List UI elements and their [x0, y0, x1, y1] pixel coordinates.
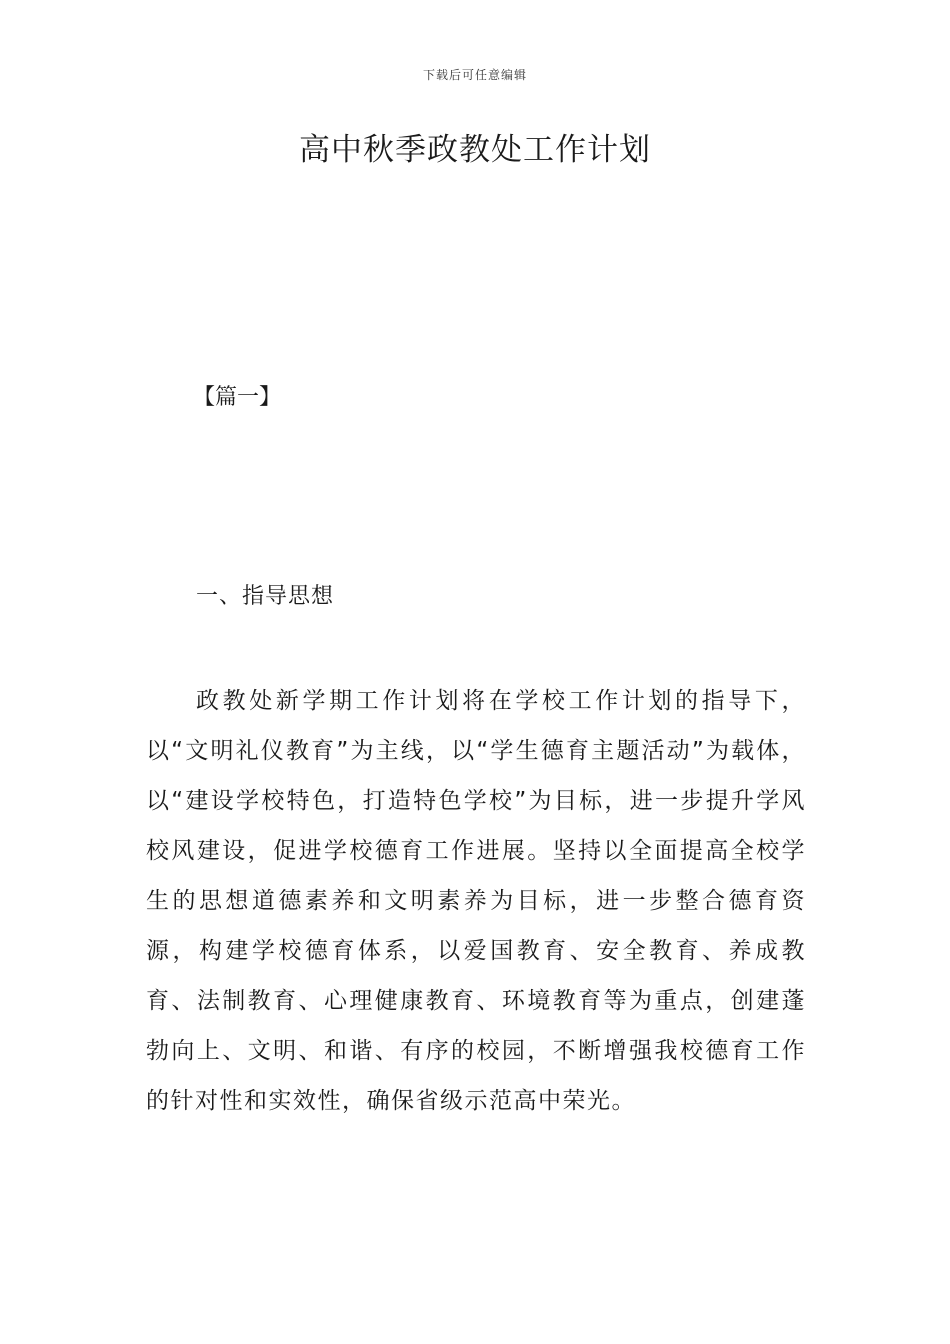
section-heading: 一、指导思想: [196, 584, 335, 609]
section-label: 【篇一】: [193, 385, 282, 410]
document-title: 高中秋季政教处工作计划: [299, 132, 651, 168]
body-paragraph: 政教处新学期工作计划将在学校工作计划的指导下，以“文明礼仪教育”为主线，以“学生德育主题活动”为载体，以“建设学校特色，打造特色学校”为目标，进一步提升学风校风建设，促进学校德育工作进展。坚持以全面提高全校学生的思想道德素养和文明素养为目标，进一步整合德育资源，构建学校德育体系，以爱国教育、安全教育、养成教育、法制教育、心理健康教育、环境教育等为重点，创建蓬勃向上、文明、和谐、有序的校园，不断增强我校德育工作的针对性和实效性，确保省级示范高中荣光。: [146, 688, 806, 1114]
header-note: 下载后可任意编辑: [422, 68, 527, 82]
